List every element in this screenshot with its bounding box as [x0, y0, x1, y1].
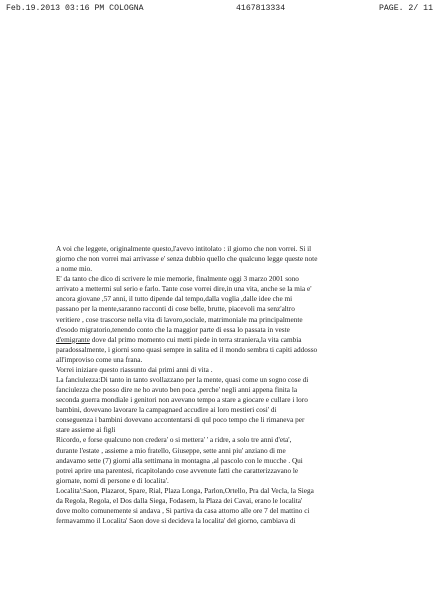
fax-datetime: Feb.19.2013 03:16 PM COLOGNA [6, 4, 144, 13]
fax-number: 4167813334 [236, 4, 286, 13]
text-line: conseguenza i bambini dovevano accontentarsi di qul poco tempo che li rimaneva per [56, 416, 305, 425]
text-line: passano per la mente,saranno racconti di cose belle, brutte, piacevoli ma senz'altro [56, 305, 295, 314]
text-line: andavamo sette (7) giorni alla settimana in montagna ,al pascolo con le mucche . Qui [56, 456, 303, 465]
text-line: A voi che leggete, originalmente questo,l'avevo intitolato : il giorno che non vorrei. Si il [56, 245, 312, 253]
text-line: Vorrei iniziare questo riassunto dai primi anni di vita . [56, 365, 213, 374]
text-line: veritiere , cose trascorse nella vita di lavoro,sociale, matrimoniale ma principalmente [56, 315, 303, 324]
text-line: giornate, nomi di persone e di localita'. [56, 476, 169, 485]
text-line: La fanciulezza:Di tanto in tanto svollazzano per la mente, quasi come un sogno cose di [56, 376, 309, 385]
text-line: a nome mio. [56, 265, 93, 274]
text-line: d'esodo migratorio,tenendo conto che la maggior parte di essa lo passata in veste [56, 325, 290, 334]
text-line: stare assieme ai figli [56, 426, 116, 435]
text-line: da Regola, Regola, el Dos dalla Siega, Fodasem, la Plaza dei Cavai, erano le localita' [56, 496, 303, 505]
text-line: all'improviso come una frana. [56, 355, 143, 364]
text-line: Ricordo, e forse qualcuno non credera' o si mettera' ' a ridre, a solo tre anni d'eta', [56, 436, 292, 445]
fax-header [6, 4, 433, 16]
underlined-word: d'emigrante [56, 335, 90, 344]
fax-page-number: PAGE. 2/ 11 [378, 4, 433, 13]
text-line: ancora giovane ,57 anni, il tutto dipende dal tempo,dalla voglia ,dalle idee che mi [56, 295, 293, 304]
text-line: fanciulezza che posso dire ne ho avuto ben poca ,perche' negli anni appena finita la [56, 386, 298, 395]
document-body [56, 244, 376, 526]
text-line: paradossalmente, i giorni sono quasi sempre in salita ed il mondo sembra ti capiti addosso [56, 345, 318, 354]
text-line: potrei aprire una parentesi, ricapitolando cose avvenute fatti che caratterizzavano le [56, 466, 299, 475]
text-line: bambini, dovevano lavorare la campagnaed accudire ai loro mestieri cosi' di [56, 406, 277, 415]
text-line [56, 335, 376, 345]
text-line: fermavammo il Localita' Saon dove si decideva la localita' del giorno, cambiava di [56, 517, 296, 526]
text-line: dove molto comunemente si andava , Si partiva da casa attorno alle ore 7 del mattino ci [56, 507, 310, 516]
text-fragment: dove dal primo momento cui metti piede in terra straniera,la vita cambia [89, 335, 302, 344]
text-line: seconda guerra mondiale i genitori non avevano tempo a stare a giocare e cullare i loro [56, 396, 308, 405]
text-line: durante l'estate , assieme a mio fratello, Giuseppe, sette anni piu' anziano di me [56, 446, 286, 455]
text-line: E' da tanto che dico di scrivere le mie memorie, finalmente oggi 3 marzo 2001 sono [56, 275, 299, 284]
text-line: arrivato a mettermi sul serio e farlo. Tante cose vorrei dire,in una vita, anche se la mia e' [56, 285, 312, 294]
text-line: giorno che non vorrei mai arrivasse e' senza dubbio quello che qualcuno legge queste note [56, 255, 318, 264]
text-line: Localita':Saon, Plazarot, Spare, Rial, Plaza Longa, Parlon,Ortello, Pra dal Vecla, la Siega [56, 486, 314, 495]
